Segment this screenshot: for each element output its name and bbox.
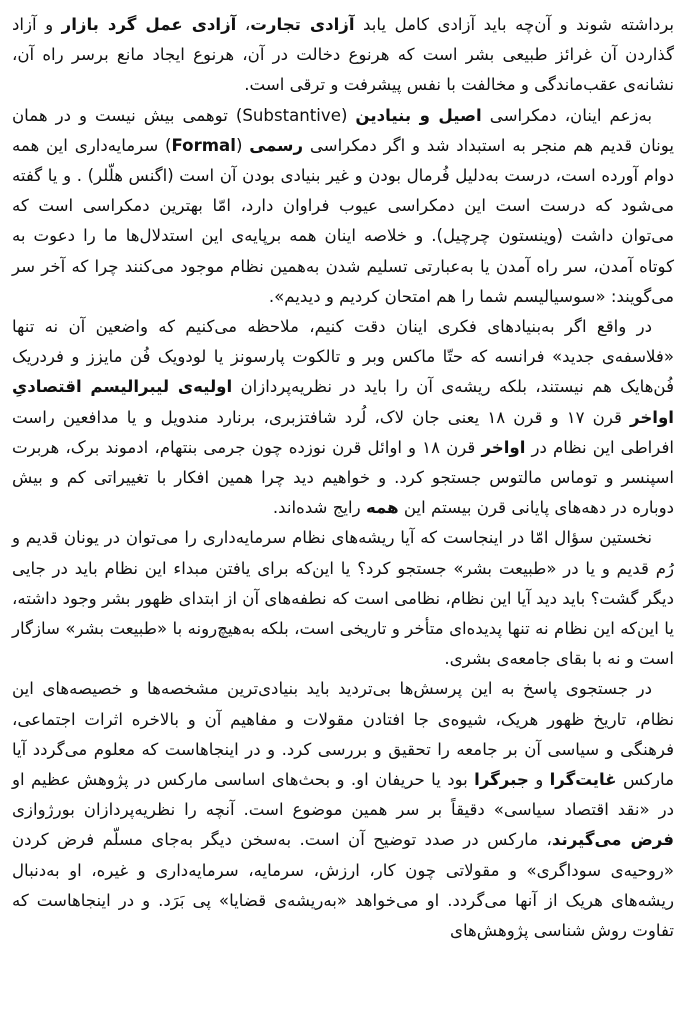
- paragraph-3: [12, 312, 674, 523]
- emphasized-text: اواخر: [481, 437, 526, 457]
- emphasized-text: غایت‌گرا: [549, 770, 617, 790]
- text-run: به‌زعم اینان، دمکراسی: [481, 105, 653, 125]
- text-run: ) سرمایه‌داری این همه دوام آورده است، درست به‌دلیل فُرمال بودن و غیر بنیادی بودن آن است (اگنس هلّلر) . و یا گفته می‌شود که درست است این دمکراسی عیوب فراوان دارد، امّا بهترین دمکراسی است که می‌توان داشت (وینستون چرچیل). و خلاصه اینان همه برپایه‌ی این استدلال‌ها ما را دعوت به کوتاه آمدن، سر راه آمدن یا به‌عبارتی تسلیم شدن به‌همین نظام موجود می‌کنند چرا که آخر سر می‌گویند: «سوسیالیسم شما را هم امتحان کردیم و دیدیم».: [12, 135, 674, 306]
- text-run: ) توهمی بیش نیست و در همان یونان قدیم هم منجر به استبداد شد و اگر دمکراسی: [12, 105, 674, 155]
- text-run: (: [340, 105, 356, 125]
- text-run: و: [528, 770, 550, 790]
- text-run: در جستجوی پاسخ به این پرسش‌ها بی‌تردید باید بنیادی‌ترین مشخصه‌ها و خصیصه‌های این نظام، تاریخ ظهور هریک، شیوه‌ی جا افتادن مقولات و مفاهیم آن و بالاخره اثرات اجتماعی، فرهنگی و سیاسی آن بر جامعه را تحقیق و بررسی کرد. و در اینجاهاست که معلوم می‌گردد آیا مارکس: [12, 679, 674, 790]
- text-run: ، مارکس در صدد توضیح آن است. به‌سخن دیگر به‌جای مسلّم فرض کردن «روحیه‌ی سوداگری» و مقولاتی چون کار، ارزش، سرمایه، سرمایه‌داری و غیره، او به‌دنبال ریشه‌های هریک از آنها می‌گردد. او می‌خواهد «به‌ریشه‌ی قضایا» پی بَرَد. و در اینجاهاست که تفاوت روش شناسی پژوهش‌های: [12, 830, 674, 941]
- text-run: قرن ۱۸ و اوائل قرن نوزده چون جرمی بنتهام، ادموند برک، هربرت اسپنسر و توماس مالتوس جستجو کرد. و خواهیم دید چرا همین افکار با تغییراتی کم و بیش دوباره در دهه‌های پایانی قرن بیستم این: [12, 437, 674, 518]
- text-run: بود یا حریفان او. و بحث‌های اساسی مارکس در پژوهش عظیم او در «نقد اقتصاد سیاسی» دقیقاً بر سر همین موضوع است. آنچه را نظریه‌پردازان بورژوازی: [12, 770, 674, 820]
- text-run: ،: [236, 15, 251, 34]
- text-run: (: [235, 135, 250, 155]
- text-run: قرن ۱۷ و قرن ۱۸ یعنی جان لاک، لُرد شافتزبری، برنارد مندویل و یا مدافعین راست افراطی این نظام در: [12, 407, 674, 457]
- paragraph-1: [12, 10, 674, 101]
- latin-term: Substantive: [242, 105, 341, 125]
- paragraph-4: [12, 523, 674, 674]
- emphasized-text: رسمی: [249, 135, 304, 155]
- text-run: رایج شده‌اند.: [272, 498, 366, 518]
- text-run: و آزاد گذاردن آن غرائز طبیعی بشر است که هرنوع دخالت در آن، هرنوع ایجاد مانع برسر راه آن، نشانه‌ی عقب‌ماندگی و مخالفت با نفس پیشرفت و ترقی است.: [12, 15, 674, 95]
- emphasized-text: همه: [365, 498, 399, 518]
- text-run: برداشته شوند و آن‌چه باید آزادی کامل یابد: [354, 15, 674, 34]
- emphasized-text: آزادی عمل گرد بازار: [61, 15, 237, 34]
- emphasized-text: Formal: [171, 135, 236, 155]
- emphasized-text: اولیه‌ی لیبرالیسم اقتصادیِ اواخر: [12, 377, 674, 427]
- text-run: نخستین سؤال امّا در اینجاست که آیا ریشه‌های نظام سرمایه‌داری را می‌توان در یونان قدیم و رُم قدیم و یا در «طبیعت بشر» جستجو کرد؟ یا این‌که برای یافتن مبداء این نظام باید در جایی دیگر گشت؟ باید دید آیا این نظام، نظامی است که نطفه‌های آن از ابتدای ظهور بشر وجود داشته، یا این‌که این نظام نه تنها پدیده‌ای متأخر و تاریخی است، بلکه به‌هیچ‌رونه با «طبیعت بشر» سازگار است و نه با بقای جامعه‌ی بشری.: [12, 528, 674, 669]
- emphasized-text: اصیل و بنیادین: [355, 105, 482, 125]
- text-run: در واقع اگر به‌بنیادهای فکری اینان دقت کنیم، ملاحظه می‌کنیم که واضعین آن نه تنها «فلاسفه‌ی جدید» فرانسه که حتّا ماکس وبر و تالکوت پارسونز یا لودویک فُن مایزز و فردریک فُن‌هایک هم نیستند، بلکه ریشه‌ی آن را باید در نظریه‌پردازان: [12, 317, 674, 397]
- emphasized-text: فرض می‌گیرند: [551, 830, 674, 850]
- emphasized-text: آزادی تجارت: [250, 15, 355, 34]
- paragraph-5: [12, 674, 674, 946]
- emphasized-text: جبرگرا: [474, 770, 529, 790]
- paragraph-2: [12, 101, 674, 312]
